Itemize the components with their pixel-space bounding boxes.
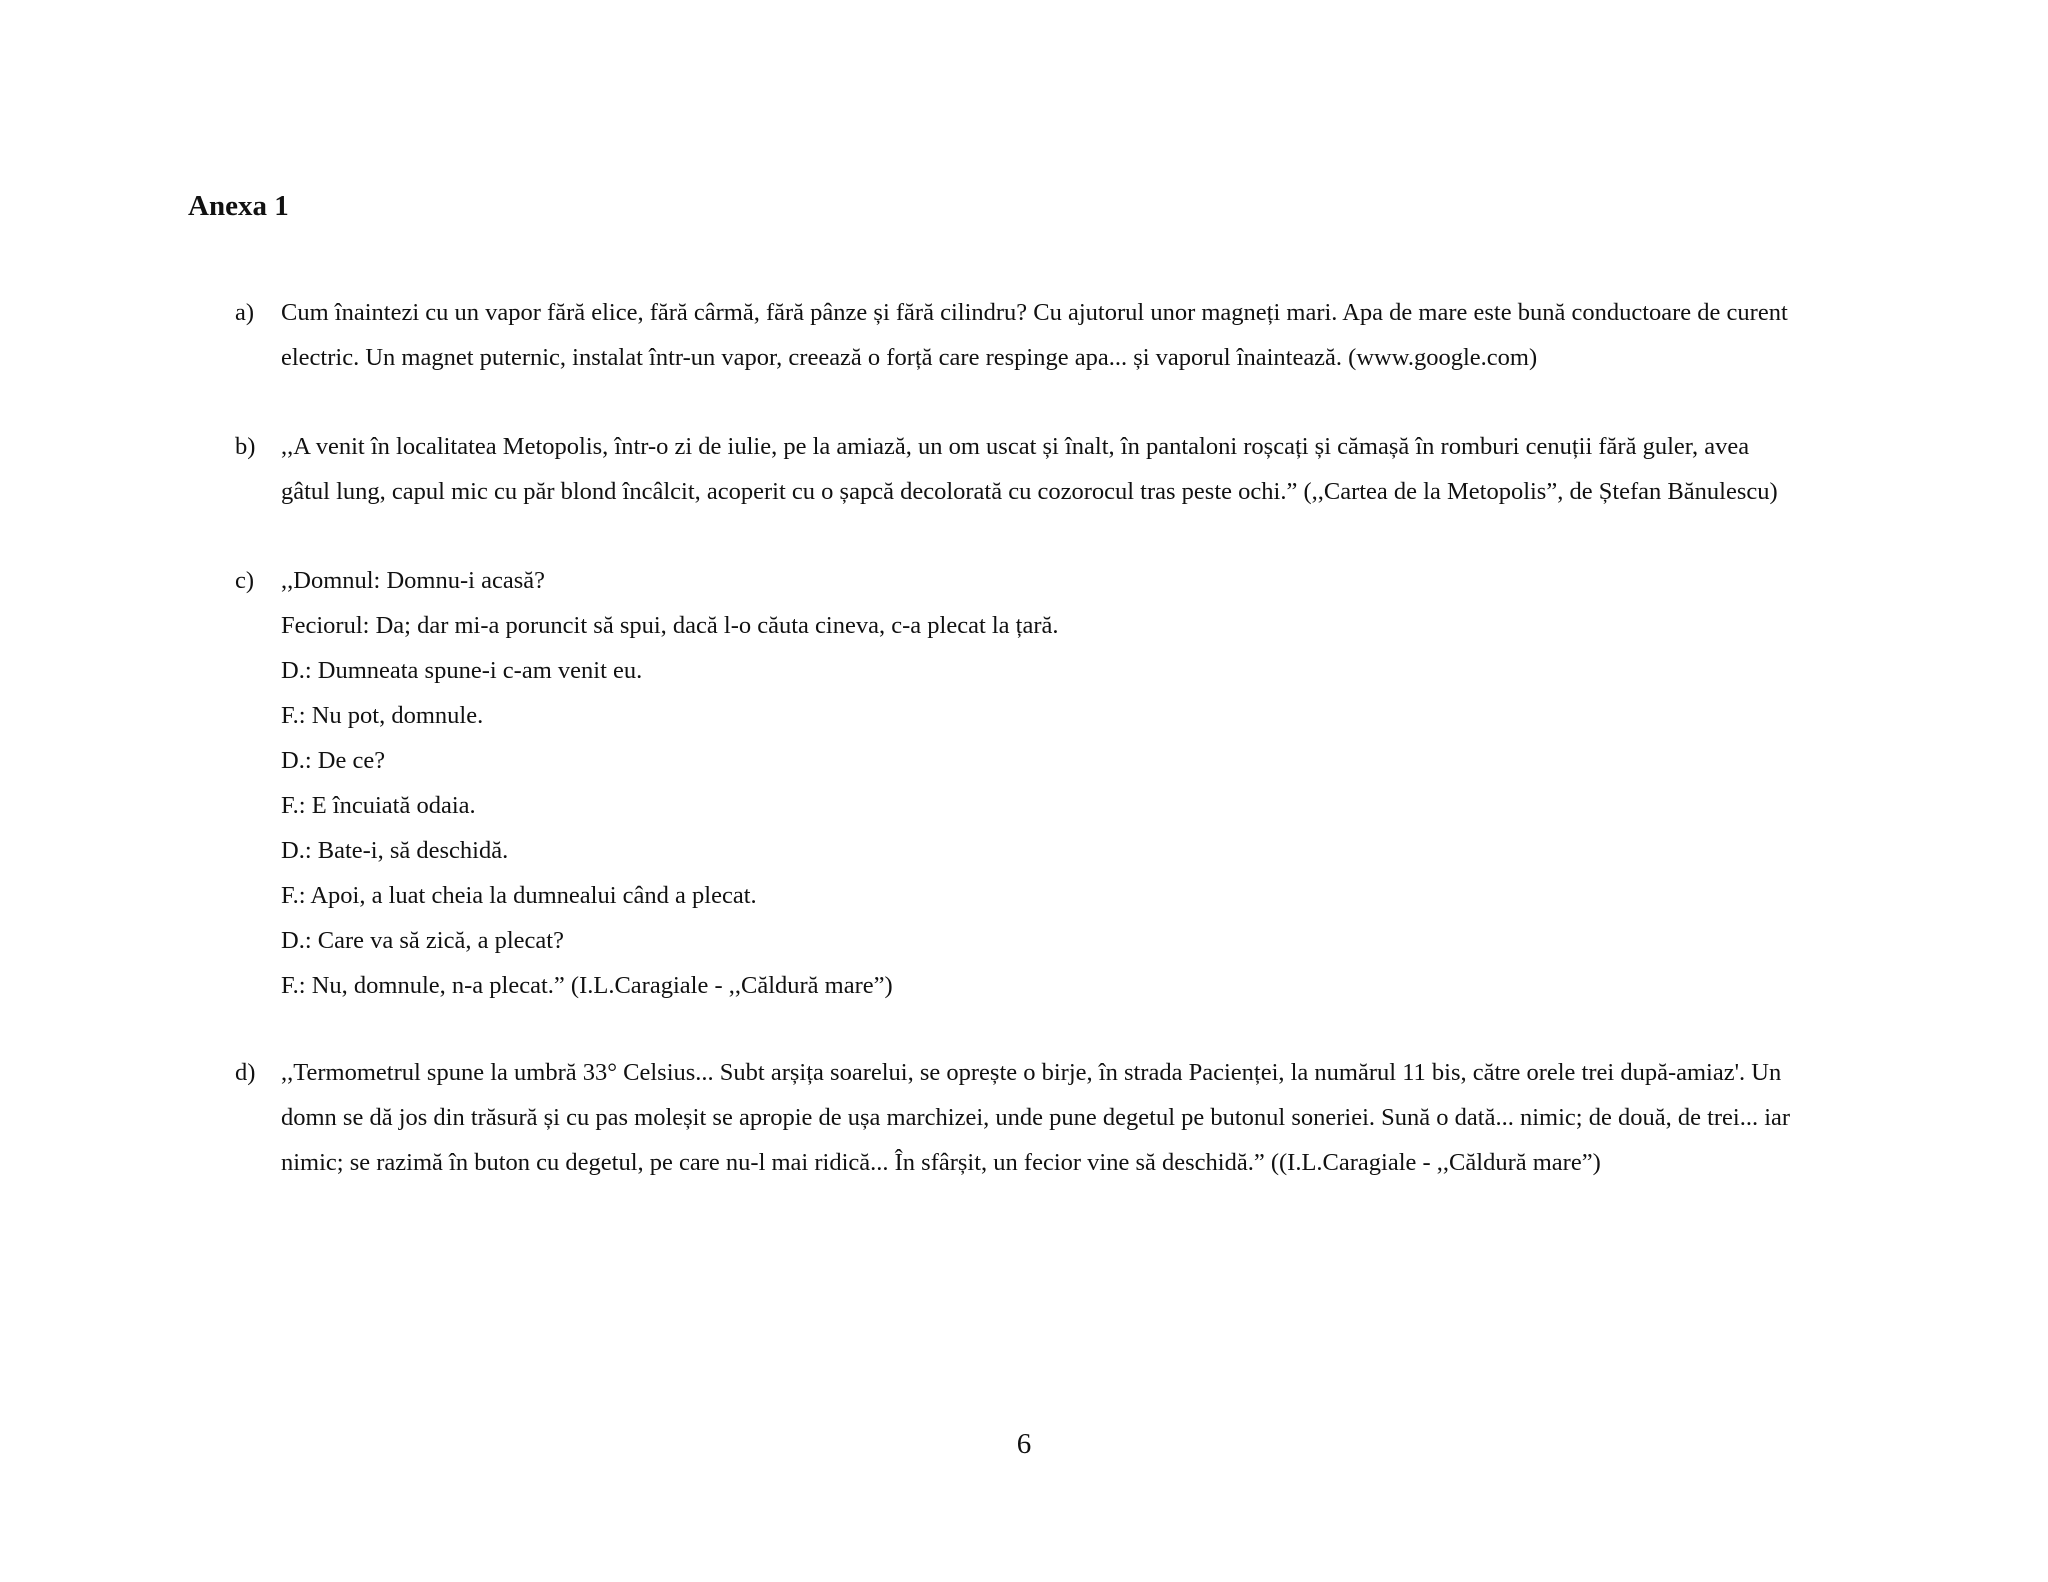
list-marker: a) bbox=[235, 299, 255, 326]
dialogue-line: D.: Dumneata spune-i c-am venit eu. bbox=[281, 657, 643, 684]
list-marker: c) bbox=[235, 567, 255, 594]
list-item-c bbox=[235, 558, 1885, 1008]
dialogue-line: F.: Nu pot, domnule. bbox=[281, 702, 484, 729]
dialogue-line: F.: Nu, domnule, n-a plecat.” (I.L.Caragiale - ,,Căldură mare”) bbox=[281, 972, 893, 999]
list-item-text bbox=[281, 424, 1885, 514]
dialogue-line: F.: E încuiată odaia. bbox=[281, 792, 476, 819]
list-marker: b) bbox=[235, 433, 256, 460]
page-number: 6 bbox=[1016, 1428, 1032, 1460]
text-line: domn se dă jos din trăsură și cu pas moleșit se apropie de ușa marchizei, unde pune degetul pe butonul soneriei. Sună o dată... nimic; de două, de trei... iar bbox=[281, 1104, 1791, 1131]
list-item-b bbox=[235, 424, 1885, 514]
dialogue-text bbox=[281, 558, 1885, 1008]
list-marker: d) bbox=[235, 1059, 256, 1086]
text-line: ,,Termometrul spune la umbră 33° Celsius... Subt arșița soarelui, se oprește o birje, în strada Pacienței, la numărul 11 bis, către orele trei după-amiaz'. Un bbox=[281, 1059, 1782, 1086]
text-line: electric. Un magnet puternic, instalat într-un vapor, creează o forță care respinge apa... și vaporul înaintează. (www.google.com) bbox=[281, 344, 1538, 371]
text-line: nimic; se razimă în buton cu degetul, pe care nu-l mai ridică... În sfârșit, un fecior vine să deschidă.” ((I.L.Caragiale - ,,Căldură mare”) bbox=[281, 1149, 1601, 1176]
text-line: Cum înaintezi cu un vapor fără elice, fără cârmă, fără pânze și fără cilindru? Cu ajutorul unor magneți mari. Apa de mare este bună conductoare de curent bbox=[281, 299, 1788, 326]
dialogue-line: D.: Care va să zică, a plecat? bbox=[281, 927, 564, 954]
text-line: gâtul lung, capul mic cu păr blond încâlcit, acoperit cu o șapcă decolorată cu cozorocul tras peste ochi.” (,,Cartea de la Metopolis”, de Ștefan Bănulescu) bbox=[281, 478, 1778, 505]
list-item-text bbox=[281, 1050, 1885, 1185]
dialogue-line: ,,Domnul: Domnu-i acasă? bbox=[281, 567, 545, 594]
dialogue-line: Feciorul: Da; dar mi-a poruncit să spui, dacă l-o căuta cineva, c-a plecat la țară. bbox=[281, 612, 1059, 639]
annex-title: Anexa 1 bbox=[188, 190, 289, 222]
list-item-d bbox=[235, 1050, 1885, 1185]
list-item-a bbox=[235, 290, 1885, 380]
dialogue-line: D.: De ce? bbox=[281, 747, 386, 774]
dialogue-line: D.: Bate-i, să deschidă. bbox=[281, 837, 509, 864]
text-line: ,,A venit în localitatea Metopolis, într-o zi de iulie, pe la amiază, un om uscat și înalt, în pantaloni roșcați și cămașă în romburi cenuții fără guler, avea bbox=[281, 433, 1750, 460]
dialogue-line: F.: Apoi, a luat cheia la dumnealui când a plecat. bbox=[281, 882, 757, 909]
list-item-text bbox=[281, 290, 1885, 380]
